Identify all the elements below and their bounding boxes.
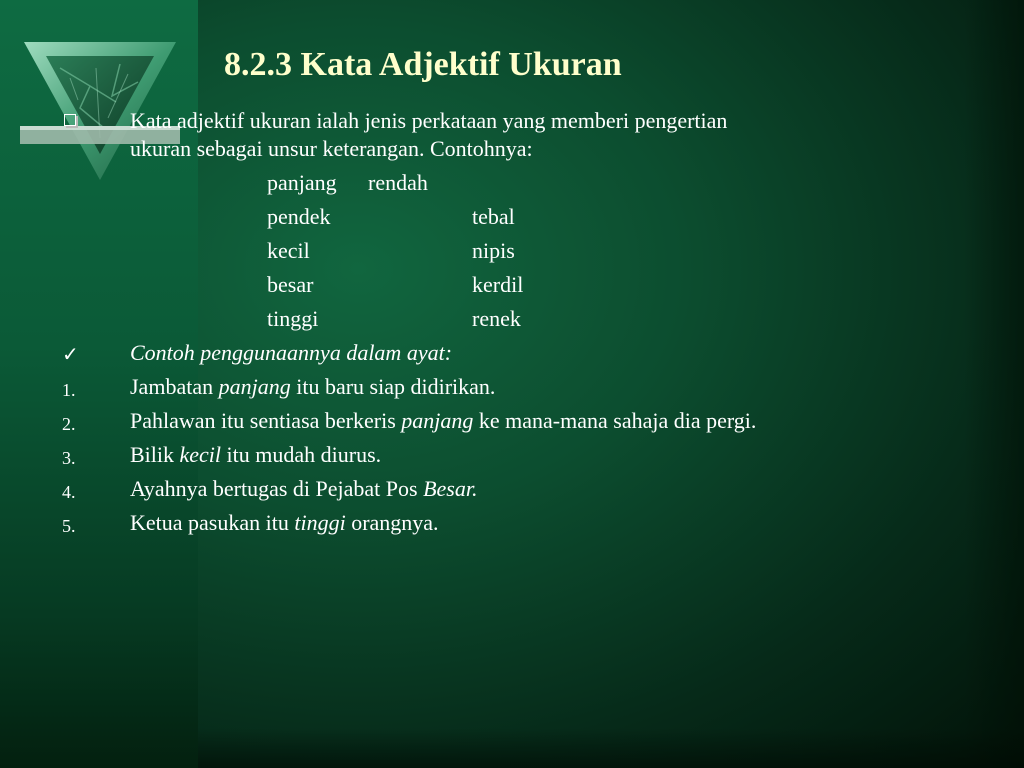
square-bullet-icon — [64, 114, 76, 126]
word-right-5: renek — [472, 306, 521, 331]
example-number-5: 5. — [62, 516, 76, 536]
slide-title: 8.2.3 Kata Adjektif Ukuran — [224, 46, 622, 83]
example-5-before: Ketua pasukan itu — [130, 510, 295, 535]
checkmark-icon: ✓ — [62, 342, 79, 366]
example-1-italic: panjang — [218, 374, 291, 399]
example-3-italic: kecil — [179, 442, 222, 467]
example-number-1: 1. — [62, 380, 76, 400]
examples-heading-text: Contoh penggunaannya dalam ayat: — [130, 340, 453, 365]
word-left-1: panjang — [267, 170, 337, 195]
word-right-2: tebal — [472, 204, 515, 229]
word-right-1: rendah — [368, 170, 428, 195]
example-sentence-4 — [130, 475, 477, 503]
example-3-after: itu mudah diurus. — [221, 442, 382, 467]
example-2-italic: panjang — [401, 408, 474, 433]
example-number-2: 2. — [62, 414, 76, 434]
example-1-before: Jambatan — [130, 374, 219, 399]
example-4-italic: Besar. — [423, 476, 478, 501]
example-3-before: Bilik — [130, 442, 180, 467]
example-1-after: itu baru siap didirikan. — [290, 374, 496, 399]
right-edge-shade — [964, 0, 1024, 768]
examples-heading — [130, 339, 452, 367]
example-2-before: Pahlawan itu sentiasa berkeris — [130, 408, 402, 433]
word-left-5: tinggi — [267, 306, 319, 331]
word-right-3: nipis — [472, 238, 515, 263]
example-number-3: 3. — [62, 448, 76, 468]
bottom-edge-shade — [198, 728, 1024, 768]
example-sentence-5 — [130, 509, 439, 537]
example-sentence-2 — [130, 407, 756, 435]
word-left-4: besar — [267, 272, 314, 297]
intro-line-1: Kata adjektif ukuran ialah jenis perkataan yang memberi pengertian — [130, 108, 728, 133]
word-left-2: pendek — [267, 204, 331, 229]
example-5-after: orangnya. — [345, 510, 439, 535]
example-5-italic: tinggi — [294, 510, 346, 535]
example-sentence-3 — [130, 441, 381, 469]
intro-line-2: ukuran sebagai unsur keterangan. Contohnya: — [130, 136, 533, 161]
example-sentence-1 — [130, 373, 495, 401]
example-4-before: Ayahnya bertugas di Pejabat Pos — [130, 476, 424, 501]
word-right-4: kerdil — [472, 272, 524, 297]
example-2-after: ke mana-mana sahaja dia pergi. — [473, 408, 757, 433]
word-left-3: kecil — [267, 238, 310, 263]
example-number-4: 4. — [62, 482, 76, 502]
